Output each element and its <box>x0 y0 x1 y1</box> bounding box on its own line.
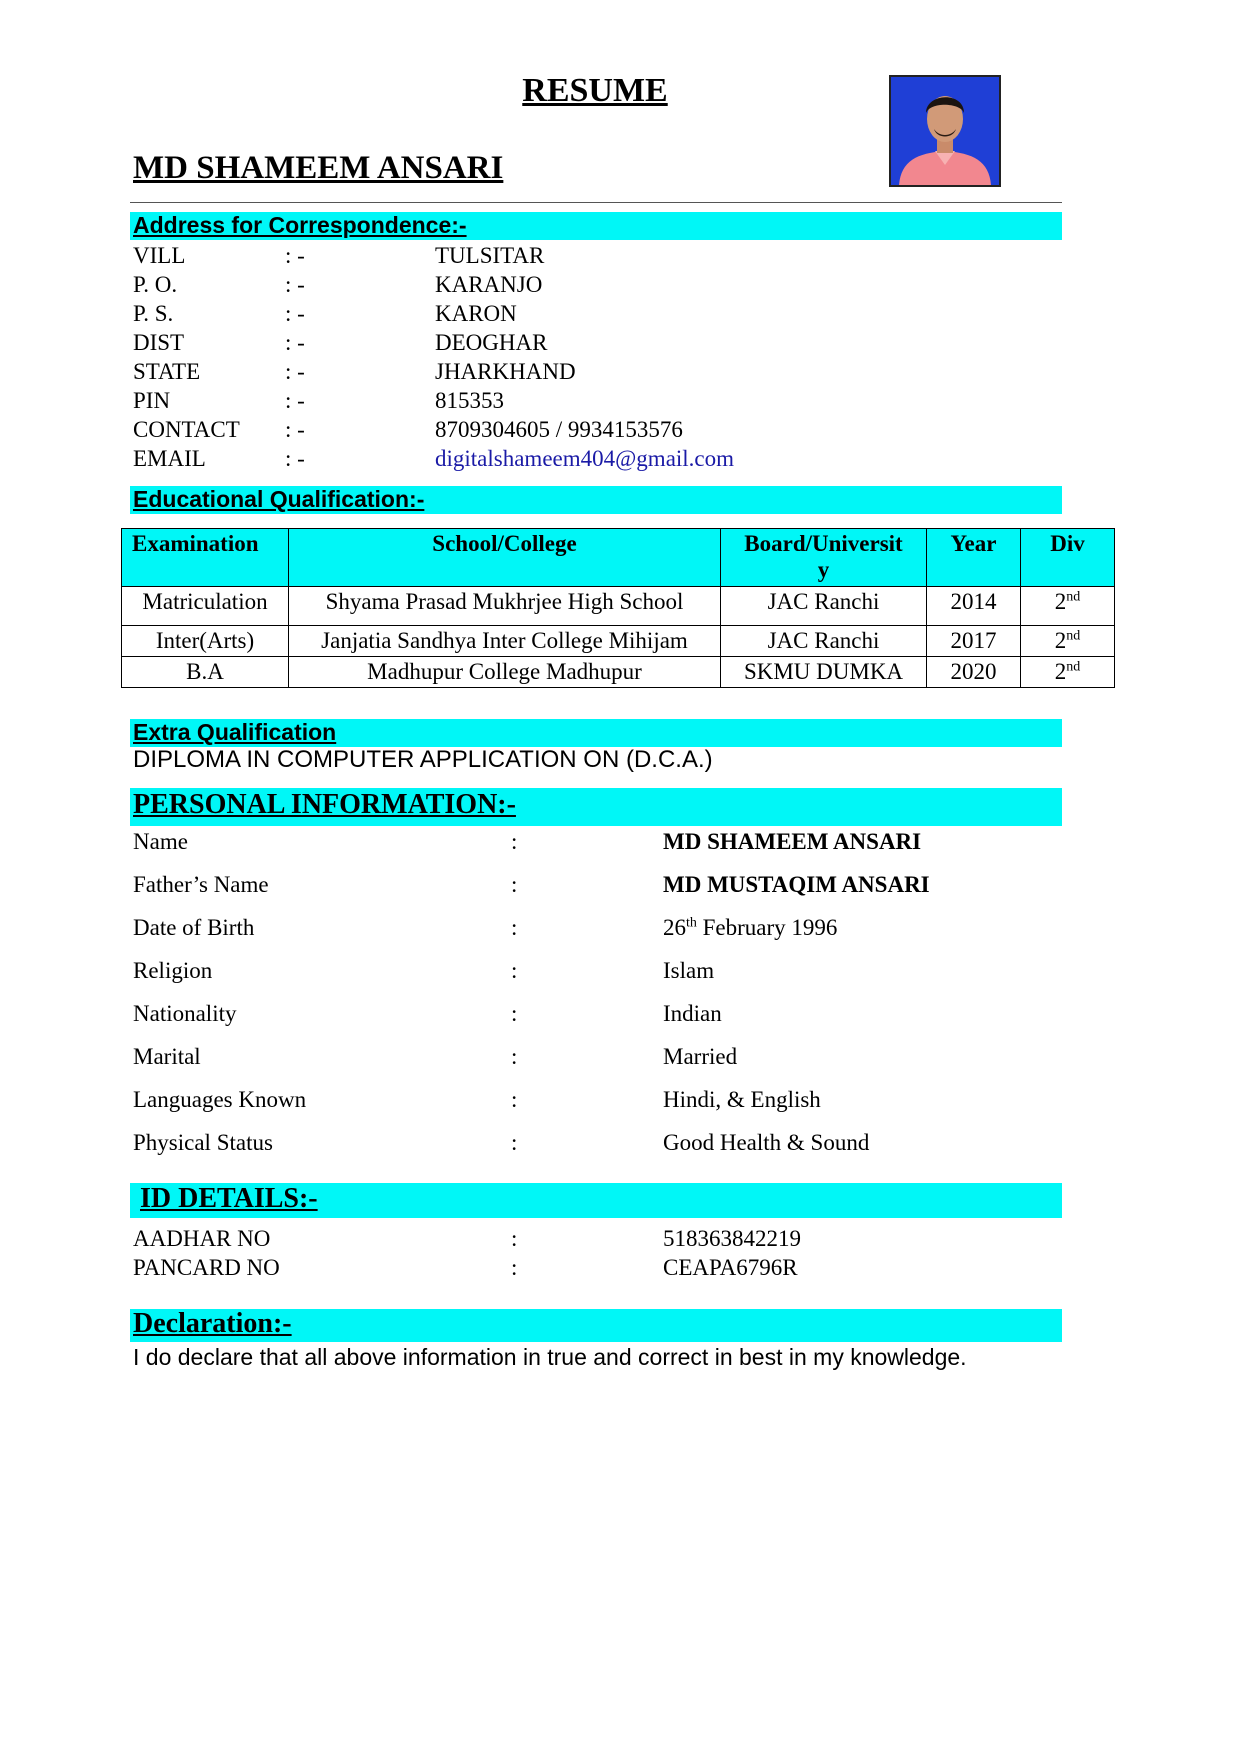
div-number: 2 <box>1054 589 1067 614</box>
person-photo-icon <box>891 77 999 185</box>
div-suffix: nd <box>1066 659 1081 675</box>
resume-title: RESUME <box>522 72 668 109</box>
cell-school: Madhupur College Madhupur <box>289 657 721 688</box>
cell-year: 2017 <box>927 626 1021 657</box>
address-value: DEOGHAR <box>435 330 548 355</box>
section-title-education: Educational Qualification:- <box>133 486 425 512</box>
id-detail-separator: : <box>511 1255 518 1280</box>
address-value: KARON <box>435 301 517 326</box>
education-row <box>122 587 1115 626</box>
col-header-board: Board/Universit y <box>721 529 927 587</box>
personal-info-value <box>663 915 837 941</box>
address-separator: : - <box>285 417 305 442</box>
personal-info-label: Father’s Name <box>133 872 269 897</box>
id-detail-label: AADHAR NO <box>133 1226 271 1251</box>
dob-day-suffix: th <box>686 915 697 931</box>
cell-exam: Inter(Arts) <box>122 626 289 657</box>
candidate-name: MD SHAMEEM ANSARI <box>133 150 504 186</box>
personal-info-label: Languages Known <box>133 1087 307 1112</box>
col-header-year: Year <box>927 529 1021 587</box>
personal-info-value: Good Health & Sound <box>663 1130 870 1155</box>
dob-month-year: February 1996 <box>696 915 838 940</box>
personal-info-label: Religion <box>133 958 213 983</box>
personal-info-label: Nationality <box>133 1001 237 1026</box>
profile-photo <box>889 75 1001 187</box>
section-band-extra <box>130 719 1062 747</box>
id-detail-label: PANCARD NO <box>133 1255 280 1280</box>
personal-info-separator: : <box>511 829 518 854</box>
cell-div <box>1021 587 1115 626</box>
personal-info-separator: : <box>511 1001 518 1026</box>
dob-day: 26 <box>663 915 686 940</box>
div-number: 2 <box>1054 628 1067 653</box>
section-title-address: Address for Correspondence:- <box>133 212 467 238</box>
personal-info-label: Marital <box>133 1044 201 1069</box>
cell-school: Janjatia Sandhya Inter College Mihijam <box>289 626 721 657</box>
address-separator: : - <box>285 272 305 297</box>
education-table <box>121 528 1115 688</box>
address-separator: : - <box>285 301 305 326</box>
personal-info-value: Hindi, & English <box>663 1087 821 1112</box>
personal-info-value: MD SHAMEEM ANSARI <box>663 829 922 854</box>
address-separator: : - <box>285 359 305 384</box>
cell-board: SKMU DUMKA <box>721 657 927 688</box>
section-title-declaration: Declaration:- <box>133 1308 292 1339</box>
address-separator: : - <box>285 330 305 355</box>
personal-info-value: MD MUSTAQIM ANSARI <box>663 872 930 897</box>
education-table-header <box>122 529 1115 587</box>
address-value: KARANJO <box>435 272 543 297</box>
personal-info-separator: : <box>511 1044 518 1069</box>
personal-info-separator: : <box>511 872 518 897</box>
personal-info-separator: : <box>511 1130 518 1155</box>
cell-exam: Matriculation <box>122 587 289 626</box>
personal-info-label: Name <box>133 829 188 854</box>
personal-info-separator: : <box>511 958 518 983</box>
personal-info-value: Married <box>663 1044 738 1069</box>
address-value: JHARKHAND <box>435 359 576 384</box>
personal-info-label: Date of Birth <box>133 915 255 940</box>
declaration-text: I do declare that all above information in true and correct in best in my knowledge. <box>133 1344 967 1370</box>
address-value: TULSITAR <box>435 243 545 268</box>
cell-year: 2014 <box>927 587 1021 626</box>
header-divider <box>130 202 1062 203</box>
address-label: DIST <box>133 330 185 355</box>
section-band-education <box>130 486 1062 514</box>
address-separator: : - <box>285 388 305 413</box>
address-label: STATE <box>133 359 201 384</box>
cell-school: Shyama Prasad Mukhrjee High School <box>289 587 721 626</box>
personal-info-label: Physical Status <box>133 1130 273 1155</box>
address-separator: : - <box>285 446 305 471</box>
section-band-personal <box>130 788 1062 826</box>
email-link[interactable]: digitalshameem404@gmail.com <box>435 446 735 471</box>
section-title-id: ID DETAILS:- <box>140 1183 318 1214</box>
cell-div <box>1021 626 1115 657</box>
address-label: PIN <box>133 388 171 413</box>
col-header-div: Div <box>1021 529 1115 587</box>
div-number: 2 <box>1054 659 1067 684</box>
id-detail-separator: : <box>511 1226 518 1251</box>
cell-board: JAC Ranchi <box>721 626 927 657</box>
personal-info-separator: : <box>511 915 518 940</box>
address-label: P. S. <box>133 301 174 326</box>
cell-board: JAC Ranchi <box>721 587 927 626</box>
cell-year: 2020 <box>927 657 1021 688</box>
section-title-personal: PERSONAL INFORMATION:- <box>133 789 516 820</box>
col-header-school: School/College <box>289 529 721 587</box>
personal-info-separator: : <box>511 1087 518 1112</box>
id-detail-value: CEAPA6796R <box>663 1255 798 1280</box>
education-row <box>122 626 1115 657</box>
section-band-declaration <box>130 1309 1062 1342</box>
address-separator: : - <box>285 243 305 268</box>
col-header-examination: Examination <box>122 529 289 587</box>
address-label: P. O. <box>133 272 178 297</box>
cell-div <box>1021 657 1115 688</box>
div-suffix: nd <box>1066 589 1081 605</box>
section-title-extra: Extra Qualification <box>133 719 337 745</box>
personal-info-value: Islam <box>663 958 715 983</box>
address-label: EMAIL <box>133 446 206 471</box>
address-label: CONTACT <box>133 417 240 442</box>
education-row <box>122 657 1115 688</box>
personal-info-value: Indian <box>663 1001 722 1026</box>
extra-qualification-text: DIPLOMA IN COMPUTER APPLICATION ON (D.C.A.) <box>133 746 713 773</box>
id-detail-value: 518363842219 <box>663 1226 801 1251</box>
section-band-id <box>130 1183 1062 1218</box>
address-value: 815353 <box>435 388 504 413</box>
div-suffix: nd <box>1066 628 1081 644</box>
address-value: 8709304605 / 9934153576 <box>435 417 683 442</box>
cell-exam: B.A <box>122 657 289 688</box>
address-label: VILL <box>133 243 186 268</box>
section-band-address <box>130 212 1062 240</box>
